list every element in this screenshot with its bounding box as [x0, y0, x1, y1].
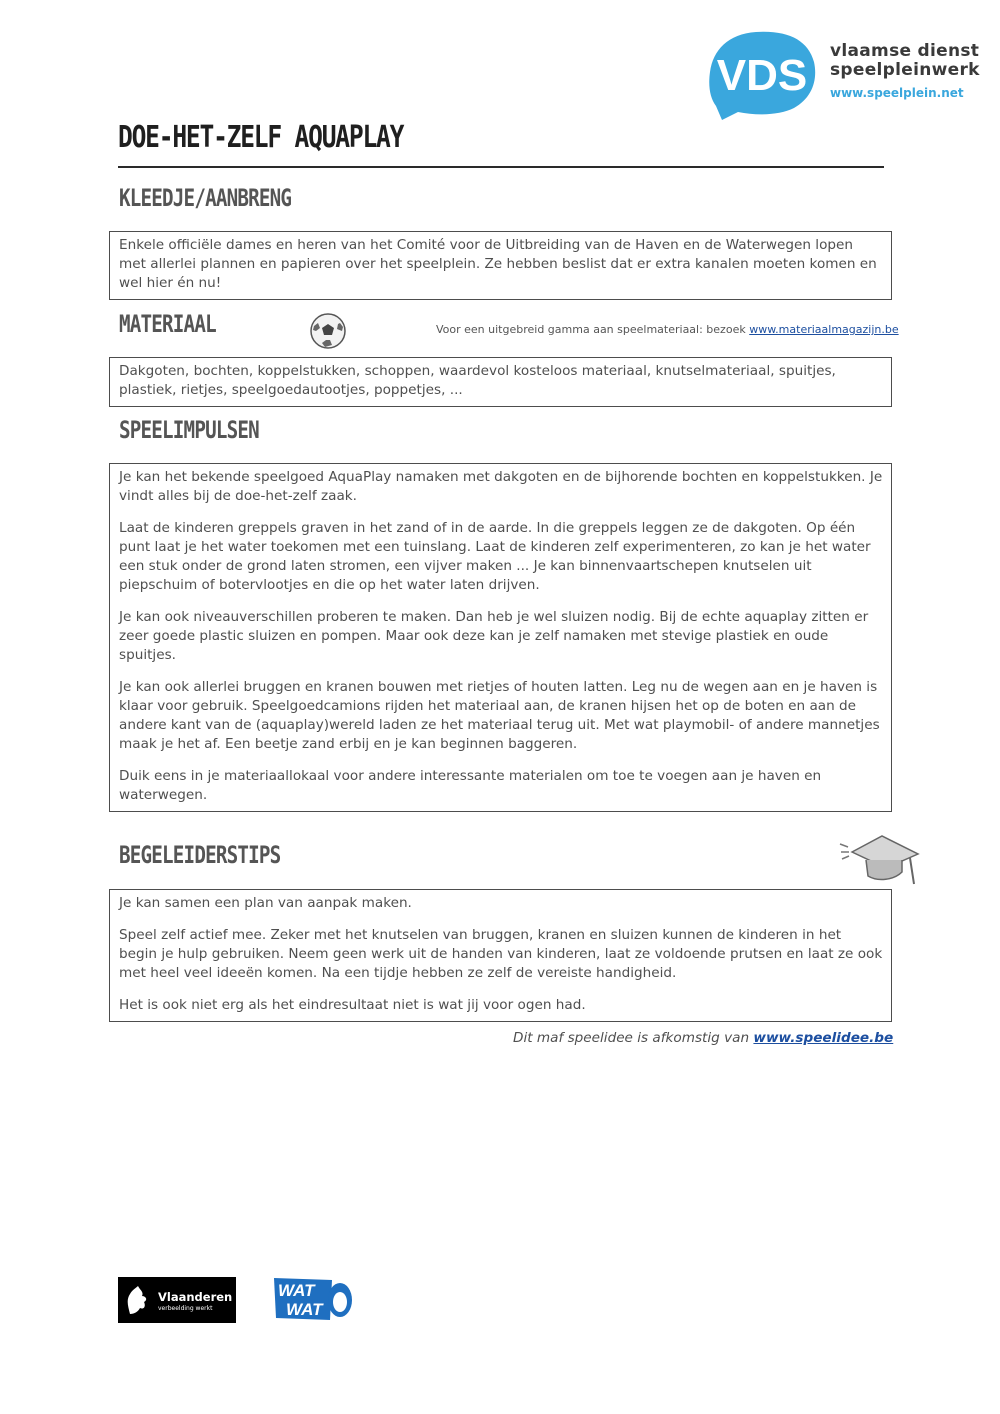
kleedje-text: Enkele officiële dames en heren van het Comité voor de Uitbreiding van de Haven en de Waterwegen lopen met allerlei plannen en papieren over het speelplein. Ze hebben beslist dat er extra kanalen moeten komen en wel hier én nu! [119, 237, 877, 291]
speelimpulsen-heading: SPEELIMPULSEN [119, 416, 259, 444]
watwat-line1: WAT [278, 1281, 315, 1300]
materiaal-note [436, 323, 899, 336]
speelimpulsen-paragraph: Laat de kinderen greppels graven in het zand of in de aarde. In die greppels leggen ze de dakgoten. Op één punt laat je het water toekomen met een tuinslang. Laat de kinderen zelf experimenteren, zo kan je het water een stuk onder de grond laten stromen, een vijver maken ... Je kan binnenvaartschepen knutselen uit piepschuim of botervlootjes en die op het water laten drijven. [119, 520, 871, 593]
materiaalmagazijn-link[interactable]: www.materiaalmagazijn.be [749, 323, 899, 336]
speelimpulsen-paragraph: Je kan ook allerlei bruggen en kranen bouwen met rietjes of houten latten. Leg nu de wegen aan en je haven is klaar voor gebruik. Speelgoedcamions rijden het materiaal aan, de kranen hijsen het op de boten en aan de andere kant van de (aquaplay)wereld laden ze het materiaal terug uit. Met wat playmobil- of andere mannetjes maak je het af. Een beetje zand erbij en je kan beginnen baggeren. [119, 679, 880, 752]
watwat-line2: WAT [286, 1300, 323, 1319]
title-divider [118, 166, 884, 168]
speelimpulsen-box [109, 463, 892, 812]
watwat-logo [272, 1276, 354, 1322]
vlaanderen-tagline: verbeelding werkt [158, 1305, 213, 1312]
materiaal-heading: MATERIAAL [119, 310, 216, 338]
speelimpulsen-paragraph: Je kan het bekende speelgoed AquaPlay namaken met dakgoten en de bijhorende bochten en koppelstukken. Je vindt alles bij de doe-het-zelf zaak. [119, 469, 883, 504]
kleedje-heading: KLEEDJE/AANBRENG [119, 184, 292, 212]
begeleiderstips-paragraph: Speel zelf actief mee. Zeker met het knutselen van bruggen, kranen en sluizen kunnen de kinderen in het begin je hulp gebruiken. Neem geen werk uit de handen van kinderen, laat ze voldoende prutsen en laat ze ook met heel veel ideeën komen. Na een tijdje hebben ze zelf de vereiste handigheid. [119, 927, 883, 981]
vlaanderen-logo [118, 1277, 236, 1323]
logo-line1: vlaamse dienst [830, 41, 980, 61]
source-text: Dit maf speelidee is afkomstig van [513, 1030, 754, 1046]
materiaal-text: Dakgoten, bochten, koppelstukken, schoppen, waardevol kosteloos materiaal, knutselmateriaal, spuitjes, plastiek, rietjes, speelgoedautootjes, poppetjes, ... [119, 363, 836, 398]
logo-wordmark [830, 42, 980, 100]
graduation-cap-icon [838, 832, 922, 890]
logo-line2: speelpleinwerk [830, 60, 980, 80]
kleedje-box [109, 231, 892, 300]
page-title: DOE-HET-ZELF AQUAPLAY [118, 120, 404, 155]
speelimpulsen-paragraph: Duik eens in je materiaallokaal voor andere interessante materialen om toe te voegen aan je haven en waterwegen. [119, 768, 822, 803]
begeleiderstips-paragraph: Het is ook niet erg als het eindresultaat niet is wat jij voor ogen had. [119, 997, 586, 1013]
lion-icon [122, 1282, 152, 1318]
source-line [513, 1030, 893, 1046]
speelidee-link[interactable]: www.speelidee.be [753, 1030, 894, 1046]
logo-initials: VDS [716, 51, 808, 100]
materiaal-box [109, 357, 892, 407]
begeleiderstips-paragraph: Je kan samen een plan van aanpak maken. [119, 895, 412, 911]
begeleiderstips-box [109, 889, 892, 1022]
vlaanderen-name: Vlaanderen [158, 1290, 233, 1304]
soccer-ball-icon [309, 312, 347, 350]
begeleiderstips-heading: BEGELEIDERSTIPS [119, 841, 281, 869]
logo-url[interactable]: www.speelplein.net [830, 86, 964, 100]
materiaal-note-text: Voor een uitgebreid gamma aan speelmateriaal: bezoek [436, 323, 750, 336]
speelimpulsen-paragraph: Je kan ook niveauverschillen proberen te maken. Dan heb je wel sluizen nodig. Bij de echte aquaplay zitten er zeer goede plastic sluizen en pompen. Maar ook deze kan je zelf namaken met stevige plastiek en oude spuitjes. [119, 609, 869, 663]
